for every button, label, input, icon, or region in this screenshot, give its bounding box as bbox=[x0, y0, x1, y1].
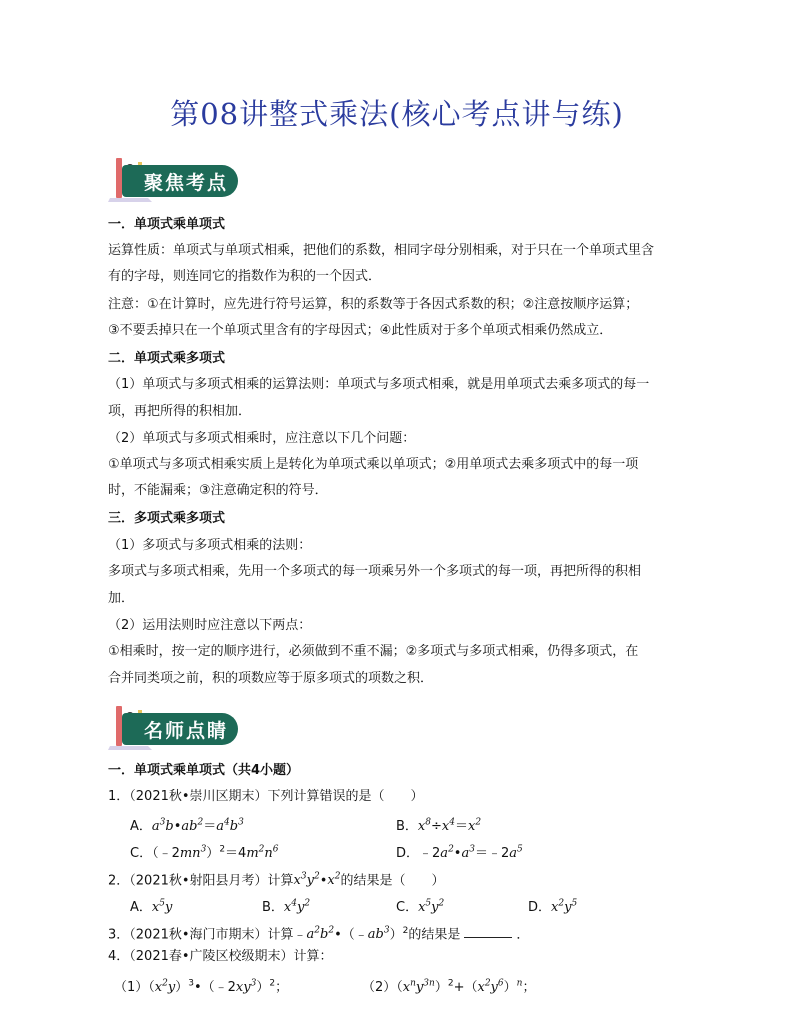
section1-text: ③不要丢掉只在一个单项式里含有的字母因式；④此性质对于多个单项式相乘仍然成立． bbox=[108, 323, 613, 338]
question-3: 3．（2021秋•海门市期末）计算$﹣a^2b^2•(﹣ab^3)^2$的结果是 ． bbox=[108, 926, 530, 943]
section1-text: 有的字母，则连同它的指数作为积的一个因式． bbox=[108, 269, 382, 284]
section2-text: 时，不能漏乘；③注意确定积的符号． bbox=[108, 483, 328, 498]
section2-heading: 二．单项式乘多项式 bbox=[108, 351, 226, 366]
section2-text: （1）单项式与多项式相乘的运算法则：单项式与多项式相乘，就是用单项式去乘多项式的每一 bbox=[108, 377, 650, 392]
q2-option-c: C．$x^5y^2$ bbox=[396, 898, 445, 915]
section2-text: ①单项式与多项式相乘实质上是转化为单项式乘以单项式；②用单项式去乘多项式中的每一项 bbox=[108, 457, 639, 472]
section1-heading: 一．单项式乘单项式 bbox=[108, 217, 226, 232]
banner-label: 名师点睛 bbox=[144, 720, 229, 742]
section3-text: 加． bbox=[108, 591, 135, 606]
section2-text: （2）单项式与多项式相乘时，应注意以下几个问题： bbox=[108, 431, 416, 446]
section3-text: 多项式与多项式相乘，先用一个多项式的每一项乘另外一个多项式的每一项，再把所得的积相 bbox=[108, 564, 642, 579]
q4-part-2: $(2)(x^ny^{3n})^2+(x^2y^6)^n$； bbox=[362, 978, 536, 995]
answer-blank[interactable] bbox=[464, 937, 512, 938]
q1-option-d: D．$﹣2a^2•a^3=﹣2a^5$ bbox=[396, 844, 523, 861]
question-2: 2．（2021秋•射阳县月考）计算$x^3y^2•x^2$的结果是（ ） bbox=[108, 872, 445, 889]
q2-option-a: A．$x^5y$ bbox=[130, 898, 173, 915]
q1-option-c: C．$(﹣2mn^3)^2=4m^2n^6$ bbox=[130, 844, 279, 861]
section-banner-focus bbox=[108, 152, 240, 202]
section3-text: ①相乘时，按一定的顺序进行，必须做到不重不漏；②多项式与多项式相乘，仍得多项式，在 bbox=[108, 644, 639, 659]
q1-option-a: A．$a^3b•ab^2=a^4b^3$ bbox=[130, 817, 244, 834]
q2-option-d: D．$x^2y^5$ bbox=[528, 898, 578, 915]
banner-label: 聚焦考点 bbox=[144, 172, 229, 194]
section-banner-teacher bbox=[108, 700, 240, 750]
section3-text: （2）运用法则时应注意以下两点： bbox=[108, 618, 312, 633]
section1-text: 运算性质：单项式与单项式相乘，把他们的系数，相同字母分别相乘，对于只在一个单项式里含 bbox=[108, 243, 655, 258]
section3-text: 合并同类项之前，积的项数应等于原多项式的项数之积． bbox=[108, 671, 434, 686]
question-4: 4．（2021春•广陵区校级期末）计算： bbox=[108, 949, 333, 964]
q4-part-1: $(1)(x^2y)^3•(﹣2xy^3)^2$； bbox=[114, 978, 289, 995]
section3-text: （1）多项式与多项式相乘的法则： bbox=[108, 538, 312, 553]
q2-option-b: B．$x^4y^2$ bbox=[262, 898, 311, 915]
section1-text: 注意：①在计算时，应先进行符号运算，积的系数等于各因式系数的积；②注意按顺序运算； bbox=[108, 297, 639, 312]
section3-heading: 三．多项式乘多项式 bbox=[108, 511, 226, 526]
page-title: 第08讲整式乘法(核心考点讲与练) bbox=[170, 97, 624, 131]
section2-text: 项，再把所得的积相加． bbox=[108, 404, 252, 419]
exercise-heading: 一．单项式乘单项式（共4小题） bbox=[108, 763, 300, 778]
question-1: 1．（2021秋•崇川区期末）下列计算错误的是（ ） bbox=[108, 789, 424, 804]
q1-option-b: B．$x^8\div x^4=x^2$ bbox=[396, 817, 482, 834]
